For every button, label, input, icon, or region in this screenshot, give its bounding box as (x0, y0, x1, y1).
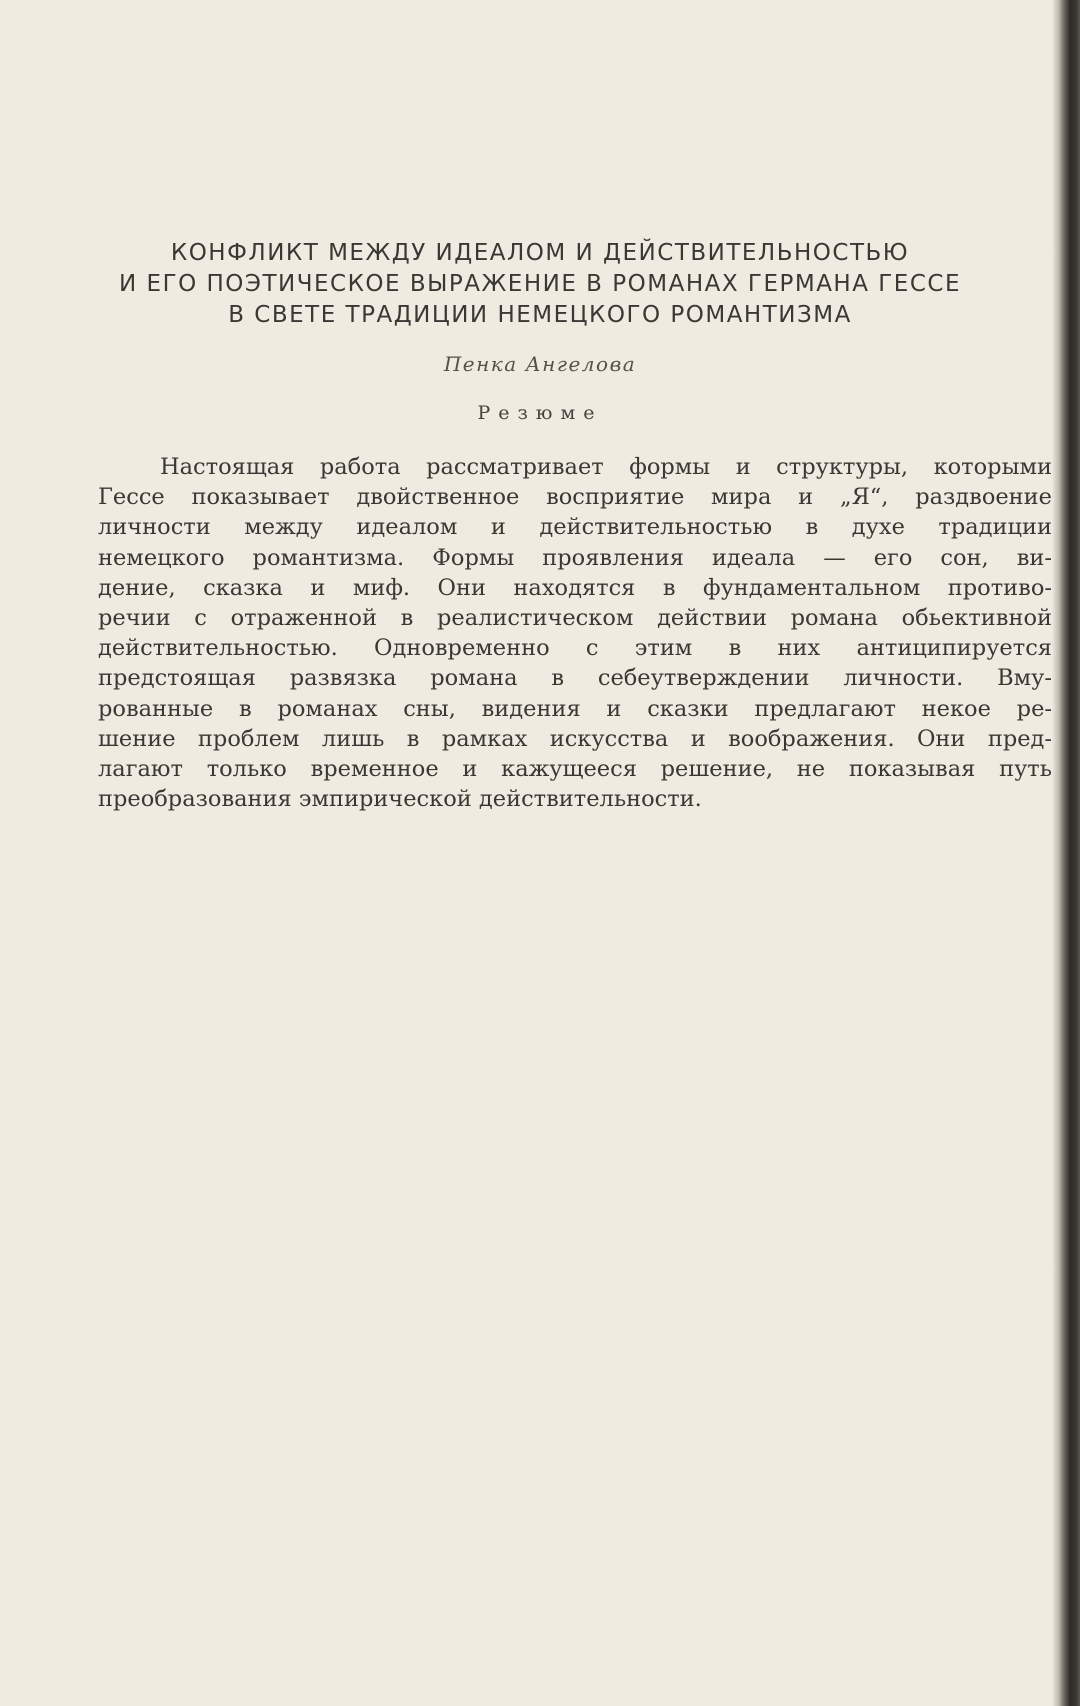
paragraph-line: Гессе показывает двойственное восприятие мира и „Я“, раздвоение (98, 484, 1052, 511)
paragraph-line: лагают только временное и кажущееся решение, не показывая путь (98, 755, 1052, 782)
paragraph-line: шение проблем лишь в рамках искусства и воображения. Они пред- (98, 725, 1052, 752)
author-name: Пенка Ангелова (443, 352, 637, 376)
paragraph-line: преобразования эмпирической действительности. (98, 786, 702, 813)
section-heading: Резюме (477, 402, 603, 424)
article-title-line-1: КОНФЛИКТ МЕЖДУ ИДЕАЛОМ И ДЕЙСТВИТЕЛЬНОСТЬЮ (170, 240, 910, 266)
paragraph-line: речии с отраженной в реалистическом действии романа обьективной (98, 604, 1052, 631)
paragraph-line: дение, сказка и миф. Они находятся в фундаментальном противо- (98, 574, 1052, 601)
paragraph-line: Настоящая работа рассматривает формы и структуры, которыми (160, 454, 1052, 480)
paragraph-line: действительностью. Одновременно с этим в них антиципируется (98, 635, 1052, 662)
paragraph-line: немецкого романтизма. Формы проявления идеала — его сон, ви- (98, 544, 1052, 571)
abstract-paragraph (98, 452, 1052, 814)
page-binding-edge (1058, 0, 1080, 1706)
paragraph-line: личности между идеалом и действительностью в духе традиции (98, 514, 1052, 541)
article-title-line-3: В СВЕТЕ ТРАДИЦИИ НЕМЕЦКОГО РОМАНТИЗМА (228, 302, 852, 328)
paragraph-line: предстоящая развязка романа в себеутверждении личности. Вму- (98, 665, 1052, 692)
article-title-line-2: И ЕГО ПОЭТИЧЕСКОЕ ВЫРАЖЕНИЕ В РОМАНАХ ГЕРМАНА ГЕССЕ (119, 271, 961, 297)
paragraph-line: рованные в романах сны, видения и сказки предлагают некое ре- (98, 695, 1052, 722)
article-title (100, 238, 980, 331)
